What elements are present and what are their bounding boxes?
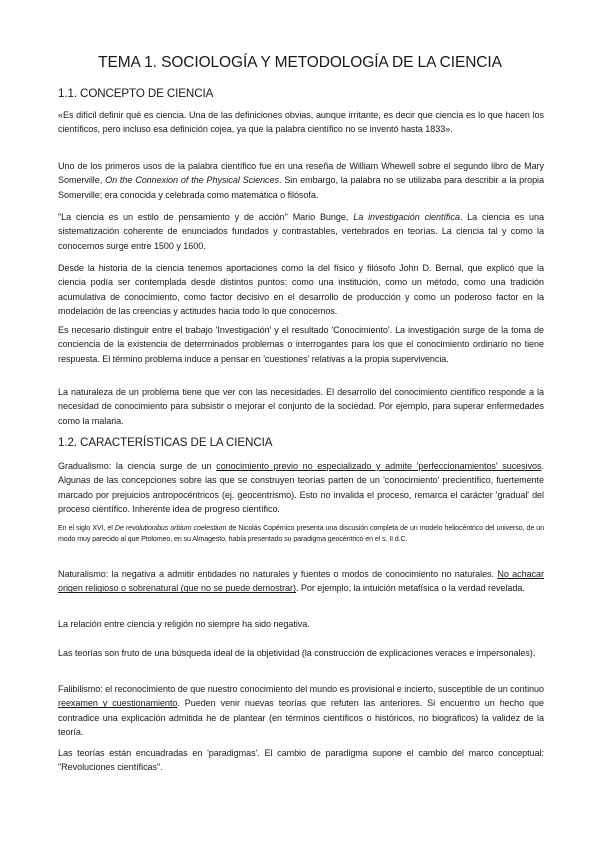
book-title-italic: La investigación científica bbox=[353, 212, 460, 222]
text-span: Uno de los primeros usos de la palabra científico fue en una reseña de William Whewell sobre el segundo libro de Mary Somerville, bbox=[58, 161, 544, 186]
underlined-text: reexamen y cuestionamiento bbox=[58, 698, 178, 709]
paragraph-religion: La relación entre ciencia y religión no siempre ha sido negativa. bbox=[58, 619, 310, 629]
paragraph-falibilismo bbox=[58, 682, 544, 740]
text-span: . Sin embargo, la palabra no se utilizaba para describir a la propia Somerville; era conocida y celebrada como matemática o filósofa. bbox=[58, 175, 544, 200]
text-span: Falibilismo: el reconocimiento de que nuestro conocimiento del mundo es provisional e incierto, susceptible de un continuo bbox=[58, 684, 544, 694]
book-title-italic: De revolutionibus orbium coelestium bbox=[114, 524, 227, 532]
paragraph-gradualismo bbox=[58, 459, 544, 517]
text-span: Naturalismo: la negativa a admitir entidades no naturales y fuentes o modos de conocimiento no naturales. bbox=[58, 569, 498, 579]
text-span: . La ciencia es una sistematización coherente de enunciados fundados y contrastables, vertebrados en teorías. La ciencia tal y como la conocemos surge entre 1500 y 1600. bbox=[58, 212, 544, 251]
underlined-text: conocimiento previo no especializado y admite 'perfeccionamientos' sucesivos bbox=[216, 461, 542, 471]
underlined-text: No achacar origen religioso o sobrenatural (que no se puede demostrar) bbox=[58, 569, 544, 594]
book-title-italic: On the Connexion of the Physical Sciences bbox=[105, 175, 279, 186]
text-span: "La ciencia es un estilo de pensamiento y de acción" Mario Bunge, bbox=[58, 212, 354, 222]
text-span: En el siglo XVI, el bbox=[58, 524, 115, 532]
paragraph-bernal: Desde la historia de la ciencia tenemos aportaciones como la del físico y filósofo John D. Bernal, que explicó que la ciencia podía ser contemplada desde distintos puntos: como una institución, como un método, como una tradición acumulativa de conocimiento, como factor decisivo en el desarrollo de producción y como un poderoso factor en la modelación de las creencias y actitudes hacia todo lo que conocemos. bbox=[58, 263, 544, 317]
text-span: . Por ejemplo, la intuición metafísica o la verdad revelada. bbox=[295, 583, 525, 594]
paragraph-investigacion: Es necesario distinguir entre el trabajo 'Investigación' y el resultado 'Conocimiento'. La investigación surge de la toma de conciencia de la existencia de determinados problemas o interrogantes para los que el conocimiento ordinario no tiene respuesta. El término problema induce a pensar en 'cuestiones' relativas a la propia supervivencia. bbox=[58, 325, 544, 364]
text-span: . Algunas de las concepciones sobre las que se construyen teorías parten de un 'conocimiento' precientífico, fuertemente marcado por prejuicios antropocéntricos (ej. geocentrismo). Esto no invalida el proceso, remarca el carácter 'gradual' del proceso científico. Inherente idea de progreso científico. bbox=[58, 461, 544, 515]
paragraph-bunge bbox=[58, 210, 544, 253]
section-heading-caracteristicas: 1.2. CARACTERÍSTICAS DE LA CIENCIA bbox=[58, 436, 273, 449]
text-span: . Pueden venir nuevas teorías que refuten las anteriores. Si encuentro un hecho que contradice una explicación admitida he de plantear (en términos científicos o históricos, no biográficos) la validez de la teoría. bbox=[58, 698, 544, 738]
paragraph-paradigmas: Las teorías están encuadradas en 'paradigmas'. El cambio de paradigma supone el cambio del marco conceptual: "Revoluciones científicas". bbox=[58, 748, 544, 773]
text-span: de Nicolás Copérnico presenta una discusión completa de un modelo heliocéntrico del universo, de un modo muy parecido al que Ptolomeo, en su Almagesto, había presentado su paradigma geocéntrico en el s. II d.C. bbox=[58, 524, 544, 543]
paragraph-objetividad: Las teorías son fruto de una búsqueda ideal de la objetividad (la construcción de explicaciones veraces e impersonales). bbox=[58, 648, 536, 658]
paragraph-definicion: «Es difícil definir qué es ciencia. Una de las definiciones obvias, aunque irritante, es decir que ciencia es lo que hacen los científicos, pero incluso esa definición cojea, ya que la palabra científico no se inventó hasta 1833». bbox=[58, 110, 544, 135]
text-span: Gradualismo: la ciencia surge de un bbox=[58, 461, 217, 471]
paragraph-copernico-note bbox=[58, 523, 544, 544]
document-title: TEMA 1. SOCIOLOGÍA Y METODOLOGÍA DE LA CIENCIA bbox=[98, 54, 502, 71]
paragraph-naturalismo bbox=[58, 567, 544, 596]
section-heading-concepto: 1.1. CONCEPTO DE CIENCIA bbox=[58, 87, 214, 100]
paragraph-necesidades: La naturaleza de un problema tiene que ver con las necesidades. El desarrollo del conocimiento científico responde a la necesidad de conocimiento para subsistir o mejorar el conjunto de la sociedad. Por ejemplo, para superar enfermedades como la malaria. bbox=[58, 387, 544, 426]
paragraph-whewell bbox=[58, 159, 544, 202]
